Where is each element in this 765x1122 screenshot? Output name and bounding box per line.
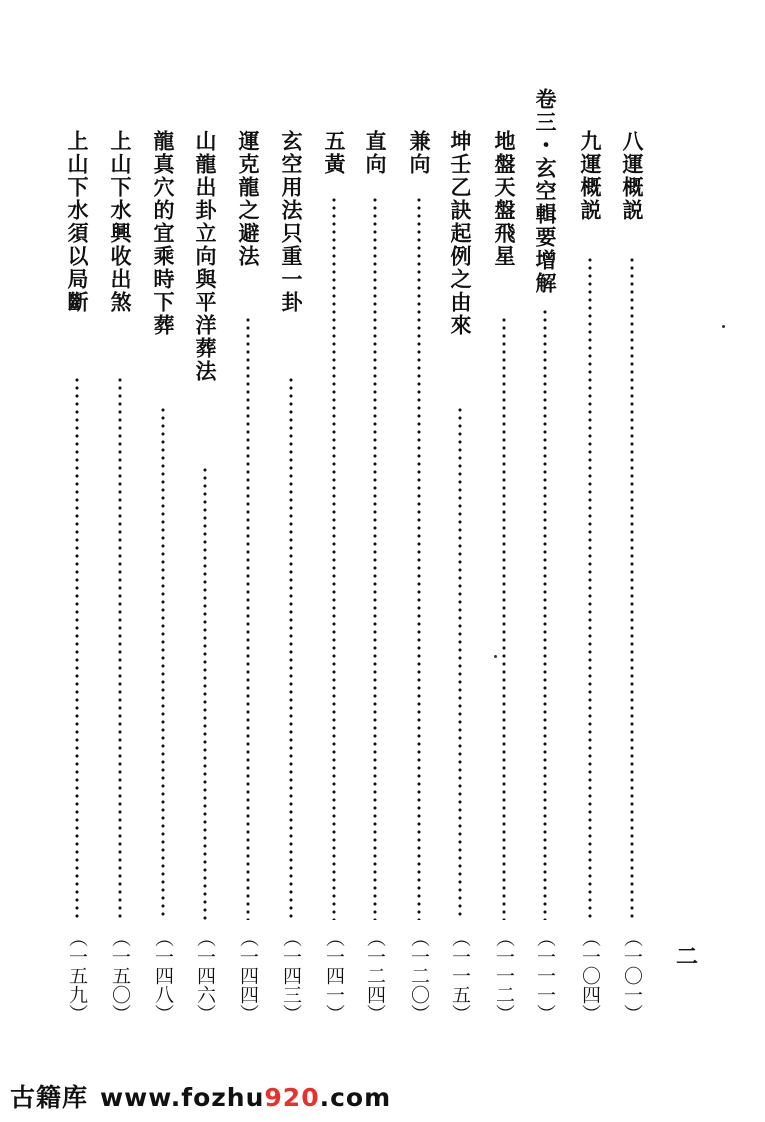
watermark-url-number: 920 <box>264 1083 320 1112</box>
entry-title: 直向 <box>363 130 388 176</box>
toc-entry <box>190 130 220 1030</box>
leader-dots <box>630 256 634 920</box>
entry-title: 八運概説 <box>620 130 645 222</box>
leader-dots <box>332 196 336 920</box>
entry-title: 坤壬乙訣起例之由來 <box>448 130 473 337</box>
entry-title: 運克龍之避法 <box>236 130 261 268</box>
entry-title: 五黃 <box>322 130 347 176</box>
entry-page: （一五〇） <box>109 928 131 1023</box>
watermark-logo: 古籍库 <box>10 1083 89 1112</box>
heading-page: （一一一） <box>534 928 556 1023</box>
leader-dots <box>502 316 506 920</box>
entry-title: 上山下水須以局斷 <box>65 130 90 314</box>
page-folio: 二 <box>676 944 699 970</box>
entry-title: 上山下水興收出煞 <box>108 130 133 314</box>
toc-entry <box>319 130 349 1030</box>
entry-title: 地盤天盤飛星 <box>492 130 517 268</box>
entry-page: （一一二） <box>493 928 515 1023</box>
entry-title: 山龍出卦立向與平洋葬法 <box>193 130 218 383</box>
section-heading <box>530 88 560 1030</box>
entry-page: （一二四） <box>364 928 386 1023</box>
toc-entry <box>360 130 390 1030</box>
leader-dots <box>246 316 250 920</box>
leader-dots <box>203 466 207 920</box>
toc-entry <box>575 130 605 1030</box>
toc-entry <box>105 130 135 1030</box>
entry-page: （一四三） <box>280 928 302 1023</box>
entry-title: 龍真穴的宜乘時下葬 <box>151 130 176 337</box>
leader-dots <box>588 256 592 920</box>
entry-page: （一四六） <box>194 928 216 1023</box>
leader-dots <box>161 406 165 920</box>
print-speck <box>494 655 497 658</box>
entry-page: （一一五） <box>449 928 471 1023</box>
entry-page: （一四一） <box>323 928 345 1023</box>
watermark-url-prefix: www.fozhu <box>100 1083 265 1112</box>
watermark <box>10 1078 391 1114</box>
entry-page: （一四四） <box>237 928 259 1023</box>
leader-dots <box>417 196 421 920</box>
leader-dots <box>373 196 377 920</box>
leader-dots <box>118 376 122 920</box>
leader-dots <box>289 376 293 920</box>
toc-entry <box>233 130 263 1030</box>
toc-entry <box>489 130 519 1030</box>
entry-page: （一五九） <box>66 928 88 1023</box>
leader-dots <box>543 308 547 920</box>
entry-title: 玄空用法只重一卦 <box>279 130 304 314</box>
heading-title: 卷三・玄空輯要增解 <box>533 88 558 295</box>
entry-page: （一〇四） <box>579 928 601 1023</box>
watermark-url-suffix: .com <box>319 1083 392 1112</box>
toc-entry <box>62 130 92 1030</box>
toc-entry <box>148 130 178 1030</box>
entry-page: （一四八） <box>152 928 174 1023</box>
print-speck <box>722 325 725 328</box>
entry-title: 兼向 <box>407 130 432 176</box>
toc-entry <box>617 130 647 1030</box>
leader-dots <box>458 406 462 920</box>
entry-title: 九運概説 <box>578 130 603 222</box>
entry-page: （一〇一） <box>621 928 643 1023</box>
toc-entry <box>404 130 434 1030</box>
toc-entry <box>276 130 306 1030</box>
leader-dots <box>75 376 79 920</box>
entry-page: （一二〇） <box>408 928 430 1023</box>
toc-entry <box>445 130 475 1030</box>
